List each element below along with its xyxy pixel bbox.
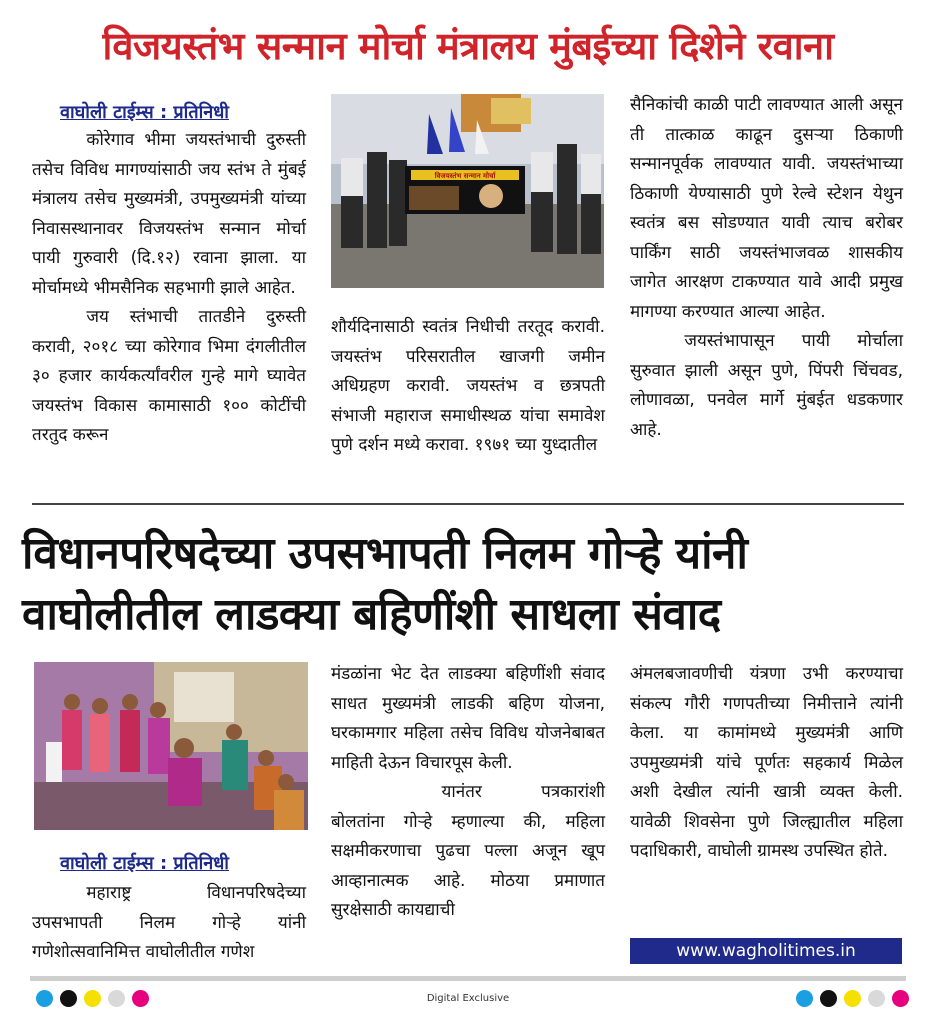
story1-headline: विजयस्तंभ सन्मान मोर्चा मंत्रालय मुंबईच्या दिशेने रवाना — [102, 24, 834, 68]
story1-col3-paragraph-1: सैनिकांची काळी पाटी लावण्यात आली असून ती तात्काळ काढून दुसऱ्या ठिकाणी सन्मानपूर्वक लावण्यात यावी. जयस्तंभाच्या ठिकाणी येण्यासाठी पुणे रेल्वे स्टेशन येथुन स्वतंत्र बस सोडण्यात यावी त्याच बरोबर पार्किंग साठी जयस्तंभाजवळ शासकीय जागेत आरक्षण टाकण्यात यावे आदी प्रमुख मागण्या करण्यात आल्या आहेत. — [630, 95, 903, 322]
yellow-dot — [844, 990, 861, 1007]
story-divider — [32, 503, 904, 505]
story2-col1-paragraph-1: महाराष्ट्र विधानपरिषदेच्या उपसभापती निलम गोऱ्हे यांनी गणेशोत्सवानिमित्त वाघोलीतील गणेश — [32, 883, 306, 962]
story1-col1-paragraph-2: जय स्तंभाची तातडीने दुरुस्ती करावी, २०१८ च्या कोरेगाव भिमा दंगलीतील ३० हजार कार्यकर्त्यांवरील गुन्हे मागे घ्यावेत जयस्तंभ विकास कामासाठी १०० कोटींची तरतुद करून — [32, 307, 306, 445]
story2-col3-paragraph-1: अंमलबजावणीची यंत्रणा उभी करण्याचा संकल्प गौरी गणपतीच्या निमीत्ताने त्यांनी केला. या कामांमध्ये मुख्यमंत्री आणि उपमुख्यमंत्री यांचे पूर्णतः सहकार्य मिळेल अशी देखील त्यांनी खात्री व्यक्त केली. यावेळी शिवसेना पुणे जिल्ह्यातील महिला पदाधिकारी, वाघोली ग्रामस्थ उपस्थित होते. — [630, 664, 903, 861]
story2-headline-line-1: विधानपरिषदेच्या उपसभापती निलम गोऱ्हे यांनी — [22, 528, 748, 579]
story1-col1-paragraph-1: कोरेगाव भीमा जयस्तंभाची दुरुस्ती तसेच विविध मागण्यांसाठी जय स्तंभ ते मुंबई मंत्रालय तसेच मुख्यमंत्री, उपमुख्यमंत्री यांच्या निवासस्थानावर विजयस्तंभ सन्मान मोर्चा पायी गुरुवारी (दि.१२) रवाना झाला. या मोर्चामध्ये भीमसैनिक सहभागी झाले आहेत. — [32, 130, 306, 298]
photo-banner-text: विजयस्तंभ सन्मान मोर्चा — [434, 172, 496, 180]
footer-bar — [30, 976, 906, 981]
story1-column-2 — [331, 313, 605, 461]
story2-column-3 — [630, 660, 903, 867]
story2-headline-line-2: वाघोलीतील लाडक्या बहिणींशी साधला संवाद — [22, 589, 721, 640]
black-dot — [820, 990, 837, 1007]
story1-photo-march — [331, 94, 604, 288]
story1-byline: वाघोली टाईम्स : प्रतिनिधी — [60, 102, 229, 123]
story1-col2-paragraph-1: शौर्यदिनासाठी स्वतंत्र निधीची तरतूद करावी. जयस्तंभ परिसरातील खाजगी जमीन अधिग्रहण करावी. जयस्तंभ व छत्रपती संभाजी महाराज समाधीस्थळ यांचा समावेश पुणे दर्शन मध्ये करावा. १९७१ च्या युध्दातील — [331, 317, 605, 455]
story2-column-1 — [32, 879, 306, 968]
story1-column-3 — [630, 91, 903, 445]
registration-marks-right — [796, 990, 909, 1007]
footer-label: Digital Exclusive — [426, 993, 510, 1004]
grey-dot — [868, 990, 885, 1007]
story1-column-1 — [32, 126, 306, 451]
story2-photo-meeting — [34, 662, 308, 830]
story2-col2-paragraph-2: यानंतर पत्रकारांशी बोलतांना गोऱ्हे म्हणाल्या की, महिला सक्षमीकरणाचा पुढचा पल्ला अजून खूप आव्हानात्मक आहे. मोठया प्रमाणात सुरक्षेसाठी कायद्याची — [331, 782, 605, 920]
cyan-dot — [796, 990, 813, 1007]
website-banner[interactable]: www.wagholitimes.in — [630, 938, 902, 964]
story2-column-2 — [331, 660, 605, 926]
story2-col2-paragraph-1: मंडळांना भेट देत लाडक्या बहिणींशी संवाद साधत मुख्यमंत्री लाडकी बहिण योजना, घरकामगार महिला तसेच विविध योजनेबाबत माहिती देऊन विचारपूस केली. — [331, 664, 605, 773]
story1-col3-paragraph-2: जयस्तंभापासून पायी मोर्चाला सुरुवात झाली असून पुणे, पिंपरी चिंचवड, लोणावळा, पनवेल मार्गे मुंबईत धडकणार आहे. — [630, 331, 903, 440]
story2-byline: वाघोली टाईम्स : प्रतिनिधी — [60, 853, 229, 874]
magenta-dot — [892, 990, 909, 1007]
